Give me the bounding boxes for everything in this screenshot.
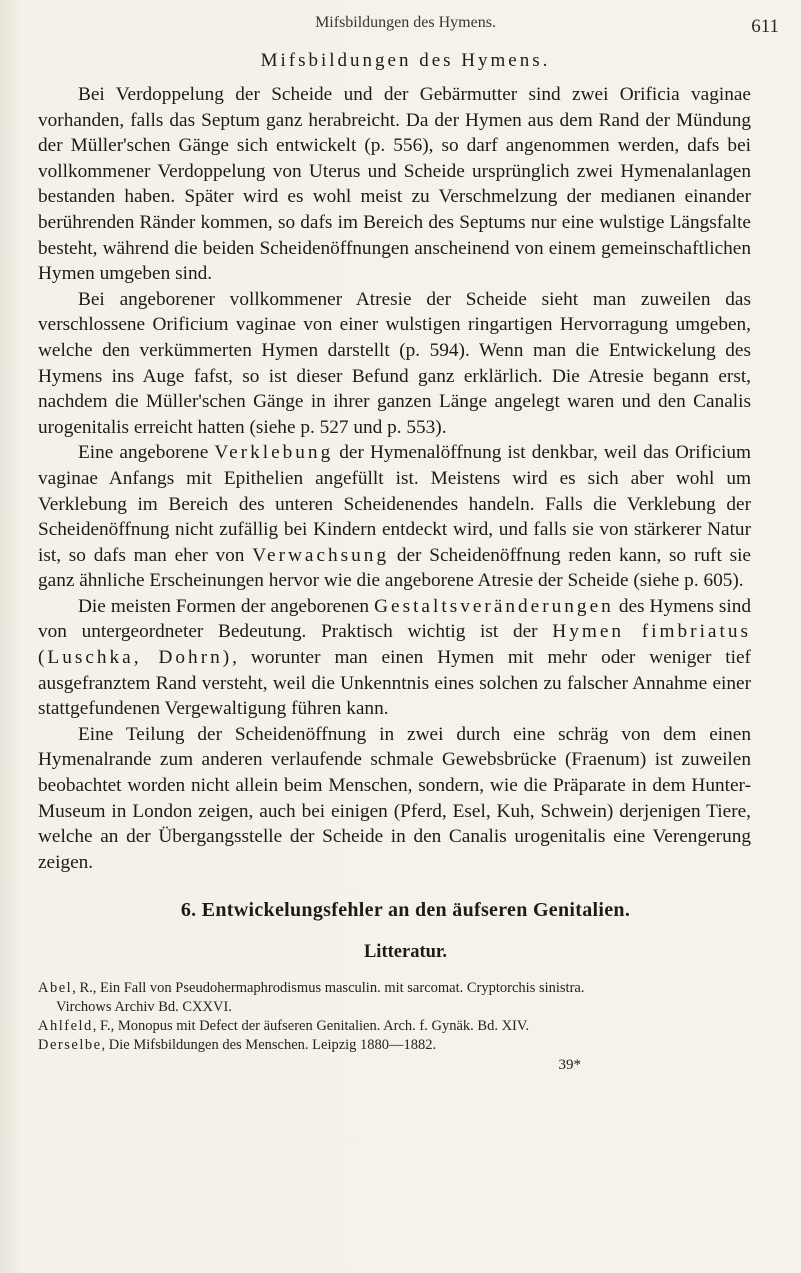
reference-list — [30, 979, 751, 1055]
section-title: Mifsbildungen des Hymens. — [260, 50, 551, 71]
reference-text: , R., Ein Fall von Pseudohermaphrodismus masculin. mit sarcomat. Cryptorchis sinistra. — [72, 980, 585, 997]
reference-item — [30, 1017, 751, 1036]
sheet-signature: 39* — [558, 1057, 581, 1074]
paragraph-4-before: Die meisten Formen der angeborenen — [78, 595, 375, 617]
term-verwachsung: Verwachsung — [252, 544, 390, 566]
paragraph-5: Eine Teilung der Scheidenöffnung in zwei durch eine schräg von dem einen Hymenalrande zum anderen verlaufende schmale Gewebsbrücke (Fraenum) ist zuweilen beobachtet worden nicht allein beim Menschen, sondern, wie die Präparate in dem Hunter-Museum in London zeigen, auch bei einigen (Pferd, Esel, Kuh, Schwein) derjenigen Tiere, welche an der Übergangsstelle der Scheide in den Canalis urogenitalis eine Verengerung zeigen. — [38, 723, 751, 873]
paragraph-3 — [30, 440, 751, 594]
paragraph-2: Bei angeborener vollkommener Atresie der Scheide sieht man zuweilen das verschlossene Orificium vaginae von einer wulstigen ringartigen Hervorragung umgeben, welche den verkümmerten Hymen darstellt (p. 594). Wenn man die Entwickelung des Hymens ins Auge fafst, so ist dieser Befund ganz erklärlich. Die Atresie begann erst, nachdem die Müller'schen Gänge in ihrer ganzen Länge angelegt waren und den Canalis urogenitalis erreicht hatten (siehe p. 527 und p. 553). — [38, 288, 751, 438]
chapter-heading: 6. Entwickelungsfehler an den äufseren Genitalien. — [180, 899, 631, 922]
running-title: Mifsbildungen des Hymens. — [315, 14, 496, 31]
page-number: 611 — [751, 16, 779, 37]
term-verklebung: Verklebung — [214, 442, 334, 464]
running-header — [30, 0, 779, 40]
reference-author: Ahlfeld — [38, 1018, 93, 1035]
reference-item — [30, 979, 751, 998]
paragraph-4-after: , worunter man einen Hymen mit mehr oder weniger tief ausgefranztem Rand versteht, weil die Unkenntnis eines solchen zu falscher Annahme einer stattgefundenen Vergewaltigung führen kann. — [38, 647, 751, 720]
paragraph-3-before: Eine angeborene — [78, 442, 215, 464]
paragraph-1: Bei Verdoppelung der Scheide und der Gebärmutter sind zwei Orificia vaginae vorhanden, falls das Septum ganz herabreicht. Da der Hymen aus dem Rand der Mündung der Müller'schen Gänge sich entwickelt (p. 556), so darf angenommen werden, dafs bei vollkommener Verdoppelung von Uterus und Scheide ursprünglich zwei Hymenalanlagen bestanden haben. Später wird es wohl meist zu Verschmelzung der medianen einander berührenden Ränder kommen, so dafs im Bereich des Septums nur eine wulstige Längsfalte besteht, während die beiden Scheidenöffnungen anscheinend von einem gemeinschaftlichen Hymen umgeben sind. — [38, 84, 751, 285]
reference-item-continuation: Virchows Archiv Bd. CXXVI. — [56, 999, 232, 1016]
reference-text: , F., Monopus mit Defect der äufseren Genitalien. Arch. f. Gynäk. Bd. XIV. — [92, 1018, 530, 1035]
term-gestaltsveraenderungen: Gestaltsveränderungen — [374, 595, 614, 617]
paragraph-3-after: der Scheidenöffnung reden kann, so ruft sie ganz ähnliche Erscheinungen hervor wie die angeborene Atresie der Scheide (siehe p. 605). — [38, 544, 751, 592]
paragraph-4 — [30, 594, 751, 722]
reference-author: Abel — [38, 980, 73, 997]
paragraph-4-middle: des Hymens sind von untergeordneter Bedeutung. Praktisch wichtig ist der — [38, 595, 751, 643]
reference-text: , Die Mifsbildungen des Menschen. Leipzig 1880—1882. — [101, 1037, 437, 1054]
paragraph-3-middle: der Hymenalöffnung ist denkbar, weil das Orificium vaginae Anfangs mit Epithelien angefüllt ist. Meistens wird es sich aber wohl um Verklebung im Bereich des unteren Scheidenendes handeln. Falls die Verklebung der Scheidenöffnung nicht zufällig bei Kindern entdeckt wird, und falls sie von stärkerer Natur ist, so dafs man eher von — [38, 442, 751, 566]
reference-author: Derselbe — [38, 1037, 102, 1054]
term-hymen-fimbriatus: Hymen fimbriatus (Luschka, Dohrn) — [38, 621, 751, 669]
literature-heading: Litteratur. — [363, 942, 448, 963]
reference-item — [30, 1036, 751, 1055]
